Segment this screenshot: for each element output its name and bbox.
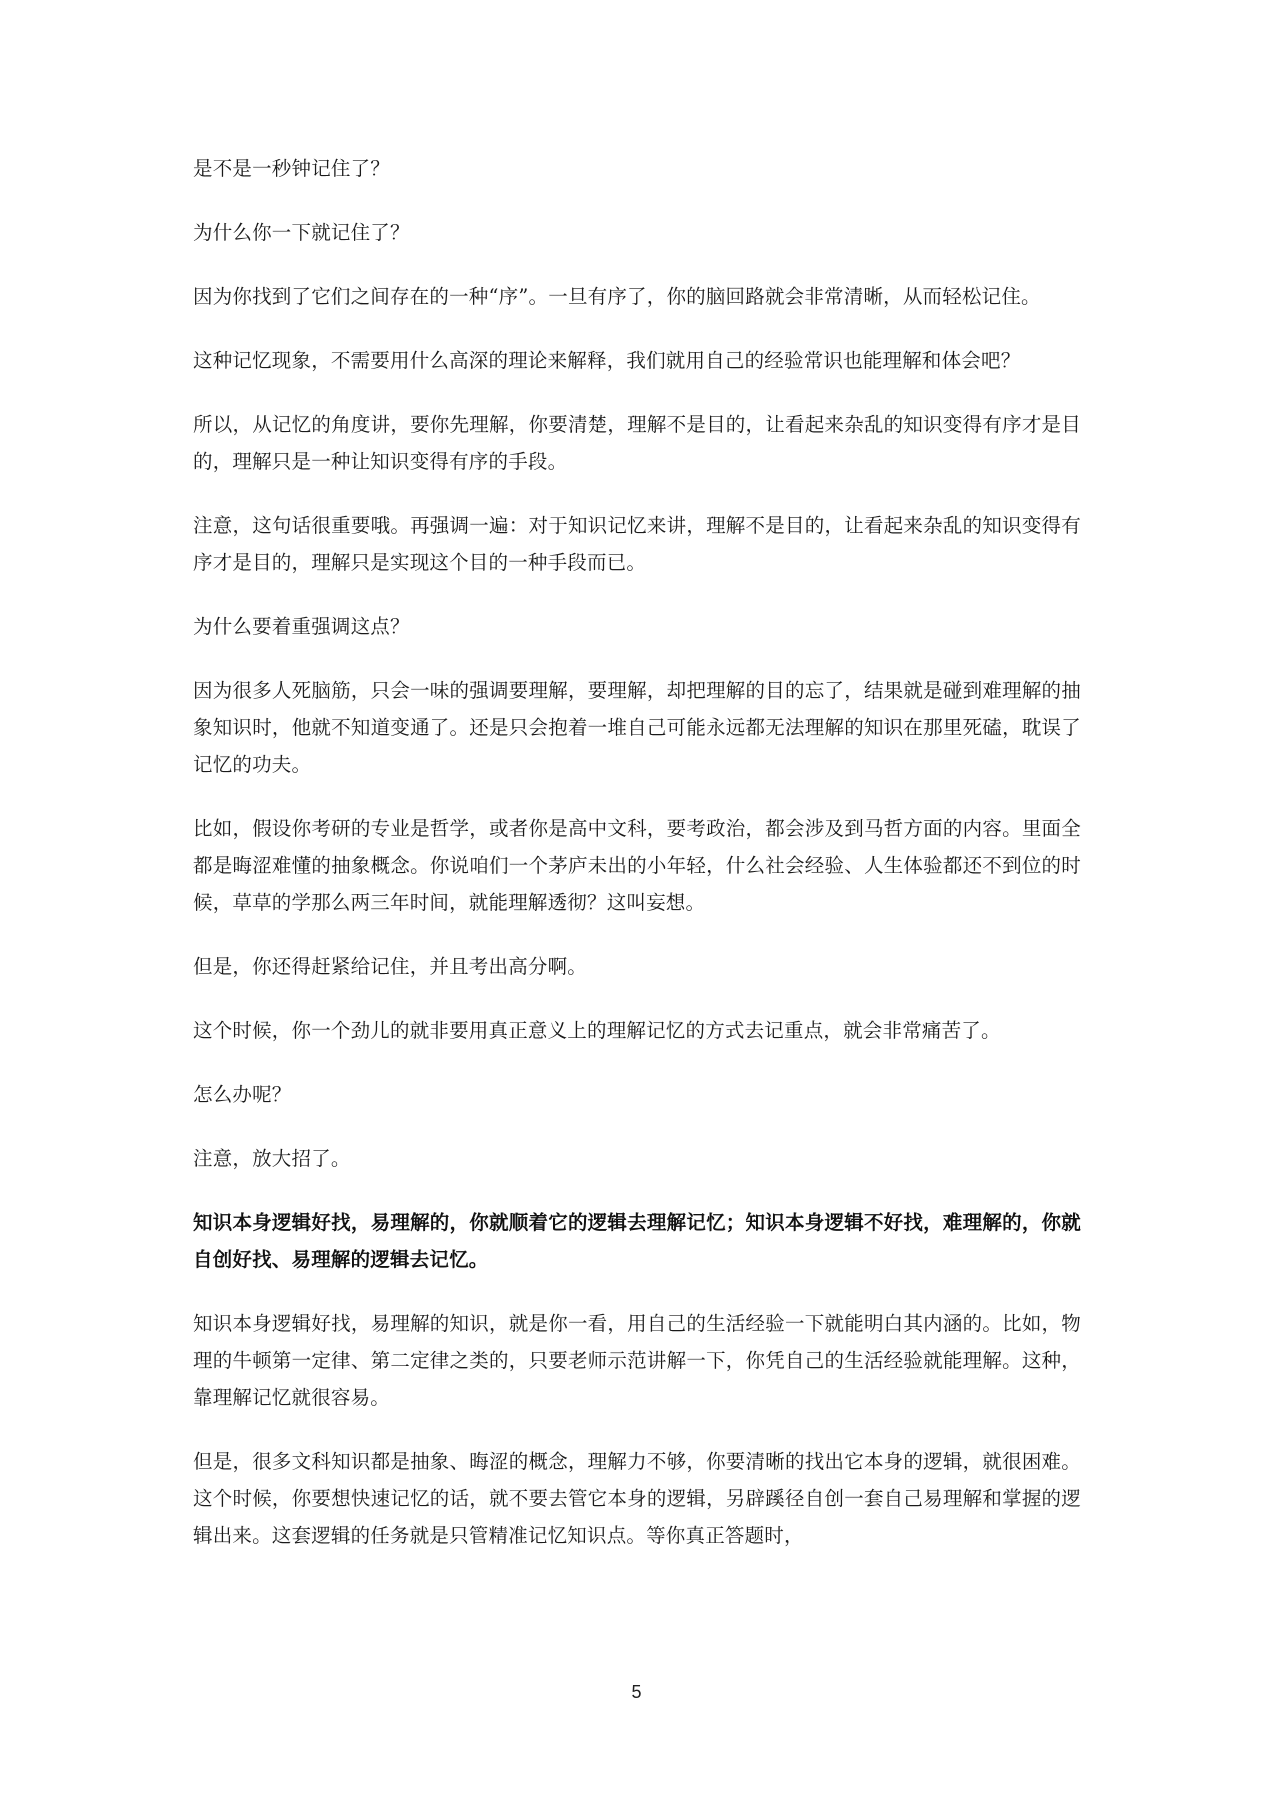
- paragraph: 为什么你一下就记住了？: [193, 221, 410, 244]
- paragraph: 这种记忆现象，不需要用什么高深的理论来解释，我们就用自己的经验常识也能理解和体会吧？: [193, 349, 1021, 372]
- key-principle-paragraph: 知识本身逻辑好找，易理解的，你就顺着它的逻辑去理解记忆；知识本身逻辑不好找，难理解的，你就自创好找、易理解的逻辑去记忆。: [193, 1211, 1081, 1271]
- paragraph: 怎么办呢？: [193, 1083, 292, 1106]
- paragraph: 是不是一秒钟记住了？: [193, 157, 391, 180]
- paragraph: 所以，从记忆的角度讲，要你先理解，你要清楚，理解不是目的，让看起来杂乱的知识变得有序才是目的，理解只是一种让知识变得有序的手段。: [193, 413, 1081, 473]
- paragraph: 但是，很多文科知识都是抽象、晦涩的概念，理解力不够，你要清晰的找出它本身的逻辑，就很困难。这个时候，你要想快速记忆的话，就不要去管它本身的逻辑，另辟蹊径自创一套自己易理解和掌握的逻辑出来。这套逻辑的任务就是只管精准记忆知识点。等你真正答题时，: [193, 1450, 1081, 1547]
- paragraph: 为什么要着重强调这点？: [193, 615, 410, 638]
- paragraph: 这个时候，你一个劲儿的就非要用真正意义上的理解记忆的方式去记重点，就会非常痛苦了。: [193, 1019, 1001, 1042]
- paragraph: 因为你找到了它们之间存在的一种“序”。一旦有序了，你的脑回路就会非常清晰，从而轻松记住。: [193, 285, 1041, 308]
- document-body: [193, 150, 1081, 1581]
- paragraph: 注意，放大招了。: [193, 1147, 351, 1170]
- page-number: 5: [631, 1682, 642, 1702]
- paragraph: 因为很多人死脑筋，只会一味的强调要理解，要理解，却把理解的目的忘了，结果就是碰到难理解的抽象知识时，他就不知道变通了。还是只会抱着一堆自己可能永远都无法理解的知识在那里死磕，耽误了记忆的功夫。: [193, 679, 1081, 776]
- paragraph: 注意，这句话很重要哦。再强调一遍：对于知识记忆来讲，理解不是目的，让看起来杂乱的知识变得有序才是目的，理解只是实现这个目的一种手段而已。: [193, 514, 1081, 574]
- paragraph: 但是，你还得赶紧给记住，并且考出高分啊。: [193, 955, 588, 978]
- paragraph: 比如，假设你考研的专业是哲学，或者你是高中文科，要考政治，都会涉及到马哲方面的内容。里面全都是晦涩难懂的抽象概念。你说咱们一个茅庐未出的小年轻，什么社会经验、人生体验都还不到位的时候，草草的学那么两三年时间，就能理解透彻？这叫妄想。: [193, 817, 1081, 914]
- paragraph: 知识本身逻辑好找，易理解的知识，就是你一看，用自己的生活经验一下就能明白其内涵的。比如，物理的牛顿第一定律、第二定律之类的，只要老师示范讲解一下，你凭自己的生活经验就能理解。这种，靠理解记忆就很容易。: [193, 1312, 1081, 1409]
